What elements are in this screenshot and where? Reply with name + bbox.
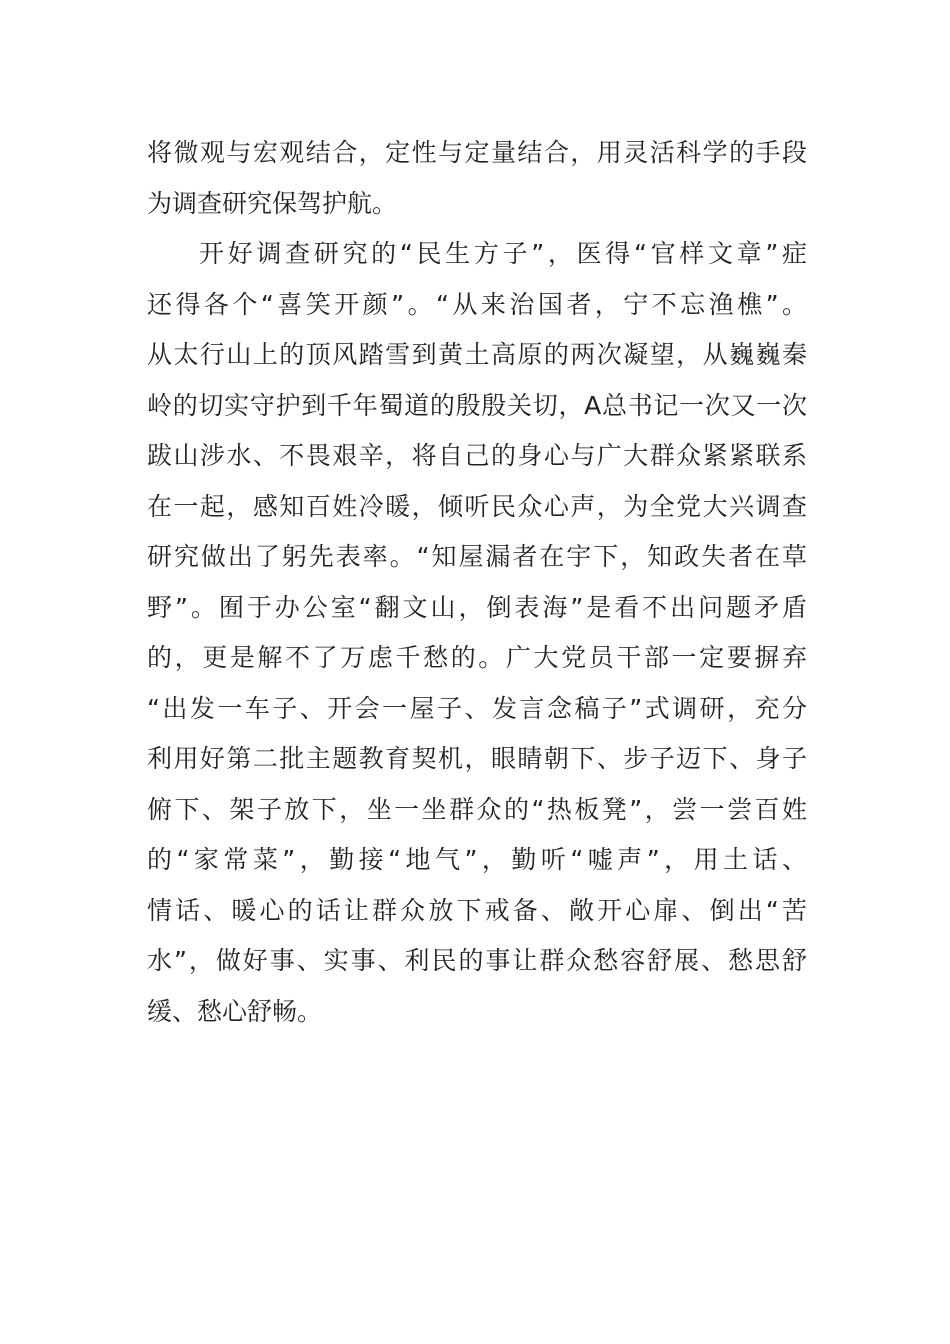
body-text: [147, 128, 807, 1037]
text-line: 情话、暖心的话让群众放下戒备、敞开心扉、倒出“苦: [147, 895, 807, 925]
text-line: 为调查研究保驾护航。: [147, 188, 398, 218]
text-line: 的“家常菜”，勤接“地气”，勤听“嘘声”，用土话、: [147, 845, 807, 874]
text-line: 利用好第二批主题教育契机，眼睛朝下、步子迈下、身子: [147, 744, 807, 773]
text-line: 水”，做好事、实事、利民的事让群众愁容舒展、愁思舒: [147, 946, 807, 975]
text-line: 岭的切实守护到千年蜀道的殷殷关切，A总书记一次又一次: [147, 390, 807, 420]
text-line: 从太行山上的顶风踏雪到黄土高原的两次凝望，从巍巍秦: [147, 340, 807, 369]
text-line: 跋山涉水、不畏艰辛，将自己的身心与广大群众紧紧联系: [147, 441, 807, 470]
text-line: 野”。囿于办公室“翻文山，倒表海”是看不出问题矛盾: [147, 592, 807, 622]
text-line: 将微观与宏观结合，定性与定量结合，用灵活科学的手段: [147, 138, 807, 167]
text-line: 还得各个“喜笑开颜”。“从来治国者，宁不忘渔樵”。: [147, 289, 807, 319]
text-line: 缓、愁心舒畅。: [147, 996, 323, 1026]
text-line: 开好调查研究的“民生方子”，医得“官样文章”症: [199, 239, 807, 268]
text-line: 的，更是解不了万虑千愁的。广大党员干部一定要摒弃: [147, 643, 807, 672]
text-line: 研究做出了躬先表率。“知屋漏者在宇下，知政失者在草: [147, 542, 807, 571]
text-line: 在一起，感知百姓冷暖，倾听民众心声，为全党大兴调查: [147, 491, 807, 521]
text-line: 俯下、架子放下，坐一坐群众的“热板凳”，尝一尝百姓: [147, 794, 807, 824]
text-line: “出发一车子、开会一屋子、发言念稿子”式调研，充分: [147, 693, 807, 723]
paragraph-2: [147, 229, 807, 1037]
paragraph-1: [147, 128, 807, 229]
